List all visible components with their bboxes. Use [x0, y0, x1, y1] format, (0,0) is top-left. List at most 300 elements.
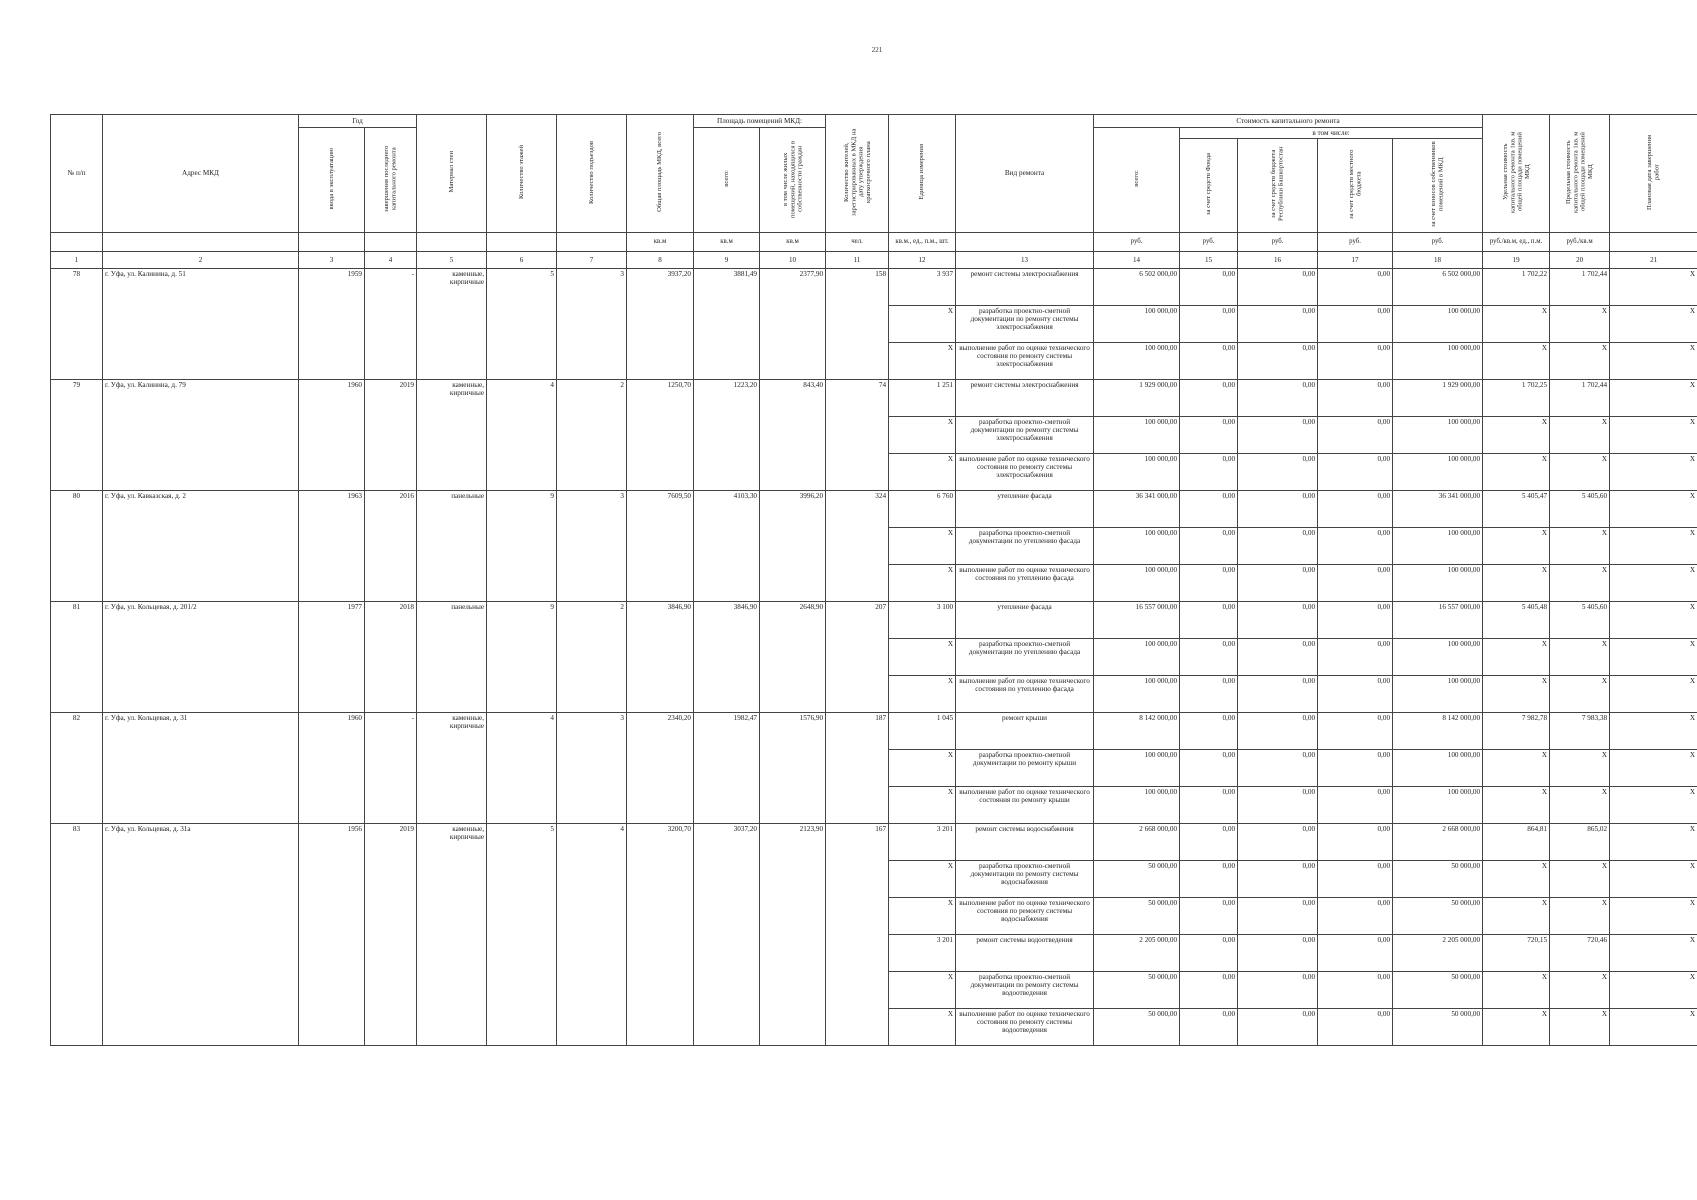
max-cost: 865,02 — [1550, 823, 1610, 860]
unit-cell: руб. — [1393, 232, 1483, 251]
total-area: 1250,70 — [627, 379, 694, 490]
work-type: выполнение работ по оценке технического состояния по ремонту системы водоотведения — [956, 1008, 1094, 1045]
specific-cost: X — [1483, 786, 1550, 823]
header-planned-date: Плановая дата завершения работ — [1610, 115, 1697, 233]
cost-local: 0,00 — [1318, 1008, 1393, 1045]
cost-local: 0,00 — [1318, 527, 1393, 564]
specific-cost: X — [1483, 453, 1550, 490]
residents-count: 187 — [826, 712, 889, 823]
cost-fund: 0,00 — [1180, 416, 1238, 453]
max-cost: X — [1550, 342, 1610, 379]
entrances-count: 3 — [557, 268, 627, 379]
entrances-count: 3 — [557, 712, 627, 823]
residential-area: 1576,90 — [760, 712, 826, 823]
unit-cell: руб. — [1318, 232, 1393, 251]
table-row — [51, 379, 1697, 416]
header-year-group: Год — [299, 115, 417, 128]
unit-cell — [557, 232, 627, 251]
wall-material: каменные, кирпичные — [417, 712, 487, 823]
work-type: выполнение работ по оценке технического состояния по ремонту системы водоснабжения — [956, 897, 1094, 934]
cost-republic: 0,00 — [1238, 601, 1318, 638]
year-last-repair: 2019 — [365, 379, 417, 490]
work-type: разработка проектно-сметной документации по ремонту системы электроснабжения — [956, 416, 1094, 453]
row-number: 83 — [51, 823, 103, 1045]
premises-area: 1982,47 — [694, 712, 760, 823]
wall-material: каменные, кирпичные — [417, 823, 487, 1045]
cost-owners: 50 000,00 — [1393, 1008, 1483, 1045]
cost-total: 100 000,00 — [1094, 564, 1180, 601]
cost-owners: 2 668 000,00 — [1393, 823, 1483, 860]
cost-owners: 100 000,00 — [1393, 305, 1483, 342]
cost-fund: 0,00 — [1180, 453, 1238, 490]
wall-material: панельные — [417, 490, 487, 601]
header-premises-residential: в том числе жилых помещений, находящихся в собственности граждан — [760, 128, 826, 233]
cost-local: 0,00 — [1318, 342, 1393, 379]
column-number: 21 — [1610, 251, 1697, 268]
residents-count: 74 — [826, 379, 889, 490]
cost-republic: 0,00 — [1238, 749, 1318, 786]
header-premises-group: Площадь помещений МКД: — [694, 115, 826, 128]
entrances-count: 4 — [557, 823, 627, 1045]
unit-cell: кв.м — [627, 232, 694, 251]
header-wall-material: Материал стен — [417, 115, 487, 233]
max-cost: X — [1550, 897, 1610, 934]
table-body — [51, 268, 1697, 1045]
cost-local: 0,00 — [1318, 712, 1393, 749]
cost-republic: 0,00 — [1238, 416, 1318, 453]
floors-count: 5 — [487, 823, 557, 1045]
cost-total: 2 668 000,00 — [1094, 823, 1180, 860]
cost-total: 50 000,00 — [1094, 897, 1180, 934]
column-number: 17 — [1318, 251, 1393, 268]
table-row — [51, 712, 1697, 749]
unit-cell: руб. — [1238, 232, 1318, 251]
planned-date: X — [1610, 453, 1697, 490]
header-num: № п/п — [51, 115, 103, 233]
planned-date: X — [1610, 305, 1697, 342]
header-row-1 — [51, 115, 1697, 128]
specific-cost: 720,15 — [1483, 934, 1550, 971]
cost-owners: 100 000,00 — [1393, 749, 1483, 786]
cost-owners: 8 142 000,00 — [1393, 712, 1483, 749]
cost-local: 0,00 — [1318, 416, 1393, 453]
unit-cell — [51, 232, 103, 251]
specific-cost: X — [1483, 675, 1550, 712]
cost-republic: 0,00 — [1238, 786, 1318, 823]
column-number: 9 — [694, 251, 760, 268]
residential-area: 3996,20 — [760, 490, 826, 601]
planned-date: X — [1610, 342, 1697, 379]
column-number: 13 — [956, 251, 1094, 268]
cost-total: 100 000,00 — [1094, 749, 1180, 786]
column-number: 11 — [826, 251, 889, 268]
cost-republic: 0,00 — [1238, 638, 1318, 675]
specific-cost: X — [1483, 305, 1550, 342]
premises-area: 4103,30 — [694, 490, 760, 601]
cost-total: 50 000,00 — [1094, 1008, 1180, 1045]
cost-local: 0,00 — [1318, 749, 1393, 786]
cost-local: 0,00 — [1318, 601, 1393, 638]
planned-date: X — [1610, 564, 1697, 601]
premises-area: 3846,90 — [694, 601, 760, 712]
header-cost-total: всего: — [1094, 128, 1180, 233]
year-commission: 1959 — [299, 268, 365, 379]
cost-fund: 0,00 — [1180, 860, 1238, 897]
planned-date: X — [1610, 823, 1697, 860]
column-number: 6 — [487, 251, 557, 268]
header-work-type: Вид ремонта — [956, 115, 1094, 233]
total-area: 2340,20 — [627, 712, 694, 823]
column-number: 2 — [103, 251, 299, 268]
measure-unit-value: X — [889, 305, 956, 342]
cost-fund: 0,00 — [1180, 601, 1238, 638]
max-cost: X — [1550, 638, 1610, 675]
max-cost: 1 702,44 — [1550, 268, 1610, 305]
column-number: 16 — [1238, 251, 1318, 268]
unit-cell: чел. — [826, 232, 889, 251]
header-address: Адрес МКД — [103, 115, 299, 233]
max-cost: 720,46 — [1550, 934, 1610, 971]
work-type: ремонт системы электроснабжения — [956, 268, 1094, 305]
planned-date: X — [1610, 268, 1697, 305]
cost-owners: 100 000,00 — [1393, 638, 1483, 675]
building-address: г. Уфа, ул. Кавказская, д. 2 — [103, 490, 299, 601]
cost-owners: 16 557 000,00 — [1393, 601, 1483, 638]
total-area: 7609,50 — [627, 490, 694, 601]
cost-local: 0,00 — [1318, 897, 1393, 934]
cost-total: 100 000,00 — [1094, 416, 1180, 453]
cost-republic: 0,00 — [1238, 564, 1318, 601]
row-number: 82 — [51, 712, 103, 823]
planned-date: X — [1610, 971, 1697, 1008]
cost-total: 100 000,00 — [1094, 638, 1180, 675]
entrances-count: 2 — [557, 601, 627, 712]
cost-fund: 0,00 — [1180, 638, 1238, 675]
measure-unit-value: X — [889, 564, 956, 601]
residents-count: 324 — [826, 490, 889, 601]
measure-unit-value: X — [889, 971, 956, 1008]
cost-total: 16 557 000,00 — [1094, 601, 1180, 638]
residents-count: 207 — [826, 601, 889, 712]
unit-cell — [956, 232, 1094, 251]
header-unit: Единица измерения — [889, 115, 956, 233]
cost-fund: 0,00 — [1180, 971, 1238, 1008]
column-number: 5 — [417, 251, 487, 268]
cost-republic: 0,00 — [1238, 268, 1318, 305]
building-address: г. Уфа, ул. Кольцевая, д. 31 — [103, 712, 299, 823]
cost-republic: 0,00 — [1238, 823, 1318, 860]
max-cost: X — [1550, 527, 1610, 564]
work-type: разработка проектно-сметной документации по утеплению фасада — [956, 527, 1094, 564]
column-number: 15 — [1180, 251, 1238, 268]
cost-total: 50 000,00 — [1094, 971, 1180, 1008]
cost-fund: 0,00 — [1180, 897, 1238, 934]
cost-republic: 0,00 — [1238, 453, 1318, 490]
cost-local: 0,00 — [1318, 860, 1393, 897]
measure-unit-value: X — [889, 1008, 956, 1045]
cost-owners: 50 000,00 — [1393, 897, 1483, 934]
column-number: 8 — [627, 251, 694, 268]
unit-cell — [365, 232, 417, 251]
cost-fund: 0,00 — [1180, 490, 1238, 527]
cost-republic: 0,00 — [1238, 971, 1318, 1008]
cost-total: 36 341 000,00 — [1094, 490, 1180, 527]
unit-cell: руб. — [1180, 232, 1238, 251]
specific-cost: X — [1483, 971, 1550, 1008]
cost-total: 100 000,00 — [1094, 453, 1180, 490]
max-cost: X — [1550, 860, 1610, 897]
max-cost: X — [1550, 786, 1610, 823]
max-cost: X — [1550, 564, 1610, 601]
max-cost: X — [1550, 749, 1610, 786]
column-number: 20 — [1550, 251, 1610, 268]
max-cost: X — [1550, 675, 1610, 712]
cost-local: 0,00 — [1318, 971, 1393, 1008]
row-number: 79 — [51, 379, 103, 490]
cost-republic: 0,00 — [1238, 490, 1318, 527]
specific-cost: 1 702,25 — [1483, 379, 1550, 416]
work-type: выполнение работ по оценке технического состояния по ремонту системы электроснабжения — [956, 453, 1094, 490]
cost-owners: 100 000,00 — [1393, 453, 1483, 490]
work-type: ремонт системы водоотведения — [956, 934, 1094, 971]
cost-owners: 50 000,00 — [1393, 971, 1483, 1008]
total-area: 3846,90 — [627, 601, 694, 712]
residents-count: 158 — [826, 268, 889, 379]
measure-unit-value: X — [889, 416, 956, 453]
specific-cost: X — [1483, 564, 1550, 601]
column-number: 19 — [1483, 251, 1550, 268]
cost-republic: 0,00 — [1238, 342, 1318, 379]
column-number: 18 — [1393, 251, 1483, 268]
cost-republic: 0,00 — [1238, 675, 1318, 712]
planned-date: X — [1610, 1008, 1697, 1045]
premises-area: 1223,20 — [694, 379, 760, 490]
cost-local: 0,00 — [1318, 564, 1393, 601]
header-year-commission: ввода в эксплуатацию — [299, 128, 365, 233]
building-address: г. Уфа, ул. Кольцевая, д. 201/2 — [103, 601, 299, 712]
cost-republic: 0,00 — [1238, 934, 1318, 971]
building-address: г. Уфа, ул. Калинина, д. 51 — [103, 268, 299, 379]
planned-date: X — [1610, 860, 1697, 897]
header-premises-total: всего: — [694, 128, 760, 233]
header-total-area: Общая площадь МКД, всего — [627, 115, 694, 233]
cost-total: 100 000,00 — [1094, 786, 1180, 823]
work-type: ремонт системы водоснабжения — [956, 823, 1094, 860]
measure-unit-value: 3 100 — [889, 601, 956, 638]
cost-owners: 100 000,00 — [1393, 675, 1483, 712]
residents-count: 167 — [826, 823, 889, 1045]
cost-fund: 0,00 — [1180, 675, 1238, 712]
column-number: 7 — [557, 251, 627, 268]
year-commission: 1963 — [299, 490, 365, 601]
work-type: разработка проектно-сметной документации по ремонту крыши — [956, 749, 1094, 786]
max-cost: X — [1550, 453, 1610, 490]
year-commission: 1960 — [299, 379, 365, 490]
year-last-repair: - — [365, 712, 417, 823]
work-type: выполнение работ по оценке технического состояния по ремонту крыши — [956, 786, 1094, 823]
cost-fund: 0,00 — [1180, 564, 1238, 601]
header-entrances: Количество подъездов — [557, 115, 627, 233]
cost-local: 0,00 — [1318, 268, 1393, 305]
specific-cost: 7 982,78 — [1483, 712, 1550, 749]
specific-cost: 5 405,47 — [1483, 490, 1550, 527]
cost-owners: 36 341 000,00 — [1393, 490, 1483, 527]
cost-fund: 0,00 — [1180, 934, 1238, 971]
wall-material: панельные — [417, 601, 487, 712]
planned-date: X — [1610, 638, 1697, 675]
measure-unit-value: X — [889, 860, 956, 897]
planned-date: X — [1610, 786, 1697, 823]
cost-owners: 100 000,00 — [1393, 564, 1483, 601]
unit-cell: кв.м — [694, 232, 760, 251]
residential-area: 2648,90 — [760, 601, 826, 712]
unit-cell: кв.м., ед., п.м., шт. — [889, 232, 956, 251]
year-commission: 1977 — [299, 601, 365, 712]
unit-cell — [487, 232, 557, 251]
row-number: 80 — [51, 490, 103, 601]
max-cost: 5 405,60 — [1550, 601, 1610, 638]
cost-fund: 0,00 — [1180, 342, 1238, 379]
unit-cell — [299, 232, 365, 251]
cost-local: 0,00 — [1318, 490, 1393, 527]
header-cost-republic: за счет средств бюджета Республики Башкортостан — [1238, 139, 1318, 232]
work-type: разработка проектно-сметной документации по ремонту системы электроснабжения — [956, 305, 1094, 342]
specific-cost: X — [1483, 1008, 1550, 1045]
header-cost-owners: за счет взносов собственников помещений в МКД — [1393, 139, 1483, 232]
cost-owners: 100 000,00 — [1393, 527, 1483, 564]
measure-unit-value: X — [889, 453, 956, 490]
cost-republic: 0,00 — [1238, 379, 1318, 416]
cost-republic: 0,00 — [1238, 712, 1318, 749]
cost-republic: 0,00 — [1238, 860, 1318, 897]
measure-unit-value: 6 760 — [889, 490, 956, 527]
max-cost: X — [1550, 416, 1610, 453]
year-last-repair: - — [365, 268, 417, 379]
work-type: выполнение работ по оценке технического состояния по утеплению фасада — [956, 675, 1094, 712]
unit-cell: руб./кв.м — [1550, 232, 1610, 251]
specific-cost: X — [1483, 638, 1550, 675]
specific-cost: X — [1483, 342, 1550, 379]
cost-local: 0,00 — [1318, 638, 1393, 675]
specific-cost: X — [1483, 416, 1550, 453]
cost-total: 8 142 000,00 — [1094, 712, 1180, 749]
cost-local: 0,00 — [1318, 786, 1393, 823]
floors-count: 5 — [487, 268, 557, 379]
column-number: 12 — [889, 251, 956, 268]
max-cost: 7 983,38 — [1550, 712, 1610, 749]
year-last-repair: 2016 — [365, 490, 417, 601]
floors-count: 9 — [487, 601, 557, 712]
column-numbers-row — [51, 251, 1697, 268]
cost-fund: 0,00 — [1180, 712, 1238, 749]
cost-local: 0,00 — [1318, 823, 1393, 860]
units-row — [51, 232, 1697, 251]
specific-cost: X — [1483, 749, 1550, 786]
table-row — [51, 601, 1697, 638]
cost-total: 1 929 000,00 — [1094, 379, 1180, 416]
cost-republic: 0,00 — [1238, 305, 1318, 342]
measure-unit-value: X — [889, 897, 956, 934]
header-year-last-repair: завершения последнего капитального ремонта — [365, 128, 417, 233]
cost-local: 0,00 — [1318, 934, 1393, 971]
cost-republic: 0,00 — [1238, 1008, 1318, 1045]
measure-unit-value: X — [889, 638, 956, 675]
cost-owners: 100 000,00 — [1393, 416, 1483, 453]
floors-count: 9 — [487, 490, 557, 601]
unit-cell — [103, 232, 299, 251]
header-max-cost: Предельная стоимость капитального ремонта 1кв. м общей площади помещений МКД — [1550, 115, 1610, 233]
work-type: ремонт крыши — [956, 712, 1094, 749]
specific-cost: X — [1483, 527, 1550, 564]
unit-cell — [1610, 232, 1697, 251]
max-cost: X — [1550, 1008, 1610, 1045]
planned-date: X — [1610, 601, 1697, 638]
year-last-repair: 2018 — [365, 601, 417, 712]
residential-area: 2123,90 — [760, 823, 826, 1045]
measure-unit-value: X — [889, 749, 956, 786]
work-type: утепление фасада — [956, 601, 1094, 638]
specific-cost: 1 702,22 — [1483, 268, 1550, 305]
planned-date: X — [1610, 897, 1697, 934]
specific-cost: X — [1483, 860, 1550, 897]
column-number: 10 — [760, 251, 826, 268]
max-cost: 5 405,60 — [1550, 490, 1610, 527]
cost-total: 50 000,00 — [1094, 860, 1180, 897]
column-number: 4 — [365, 251, 417, 268]
row-number: 78 — [51, 268, 103, 379]
building-address: г. Уфа, ул. Кольцевая, д. 31а — [103, 823, 299, 1045]
cost-owners: 100 000,00 — [1393, 342, 1483, 379]
table-row — [51, 268, 1697, 305]
cost-fund: 0,00 — [1180, 527, 1238, 564]
cost-local: 0,00 — [1318, 675, 1393, 712]
residential-area: 843,40 — [760, 379, 826, 490]
cost-owners: 1 929 000,00 — [1393, 379, 1483, 416]
planned-date: X — [1610, 527, 1697, 564]
unit-cell: руб. — [1094, 232, 1180, 251]
header-residents: Количество жителей, зарегистрированных в МКД на дату утверждения краткосрочного плана — [826, 115, 889, 233]
cost-fund: 0,00 — [1180, 749, 1238, 786]
work-type: выполнение работ по оценке технического состояния по утеплению фасада — [956, 564, 1094, 601]
header-floors: Количество этажей — [487, 115, 557, 233]
column-number: 3 — [299, 251, 365, 268]
year-commission: 1956 — [299, 823, 365, 1045]
header-incl: в том числе: — [1180, 128, 1483, 139]
planned-date: X — [1610, 490, 1697, 527]
specific-cost: X — [1483, 897, 1550, 934]
header-cost-group: Стоимость капитального ремонта — [1094, 115, 1483, 128]
cost-owners: 2 205 000,00 — [1393, 934, 1483, 971]
max-cost: 1 702,44 — [1550, 379, 1610, 416]
total-area: 3200,70 — [627, 823, 694, 1045]
cost-owners: 100 000,00 — [1393, 786, 1483, 823]
header-cost-local: за счет средств местного бюджета — [1318, 139, 1393, 232]
max-cost: X — [1550, 971, 1610, 1008]
premises-area: 3881,49 — [694, 268, 760, 379]
work-type: разработка проектно-сметной документации по утеплению фасада — [956, 638, 1094, 675]
unit-cell — [417, 232, 487, 251]
measure-unit-value: X — [889, 342, 956, 379]
unit-cell: кв.м — [760, 232, 826, 251]
cost-fund: 0,00 — [1180, 823, 1238, 860]
cost-fund: 0,00 — [1180, 379, 1238, 416]
building-address: г. Уфа, ул. Калинина, д. 79 — [103, 379, 299, 490]
wall-material: каменные, кирпичные — [417, 379, 487, 490]
cost-owners: 6 502 000,00 — [1393, 268, 1483, 305]
premises-area: 3037,20 — [694, 823, 760, 1045]
measure-unit-value: 3 201 — [889, 934, 956, 971]
planned-date: X — [1610, 712, 1697, 749]
